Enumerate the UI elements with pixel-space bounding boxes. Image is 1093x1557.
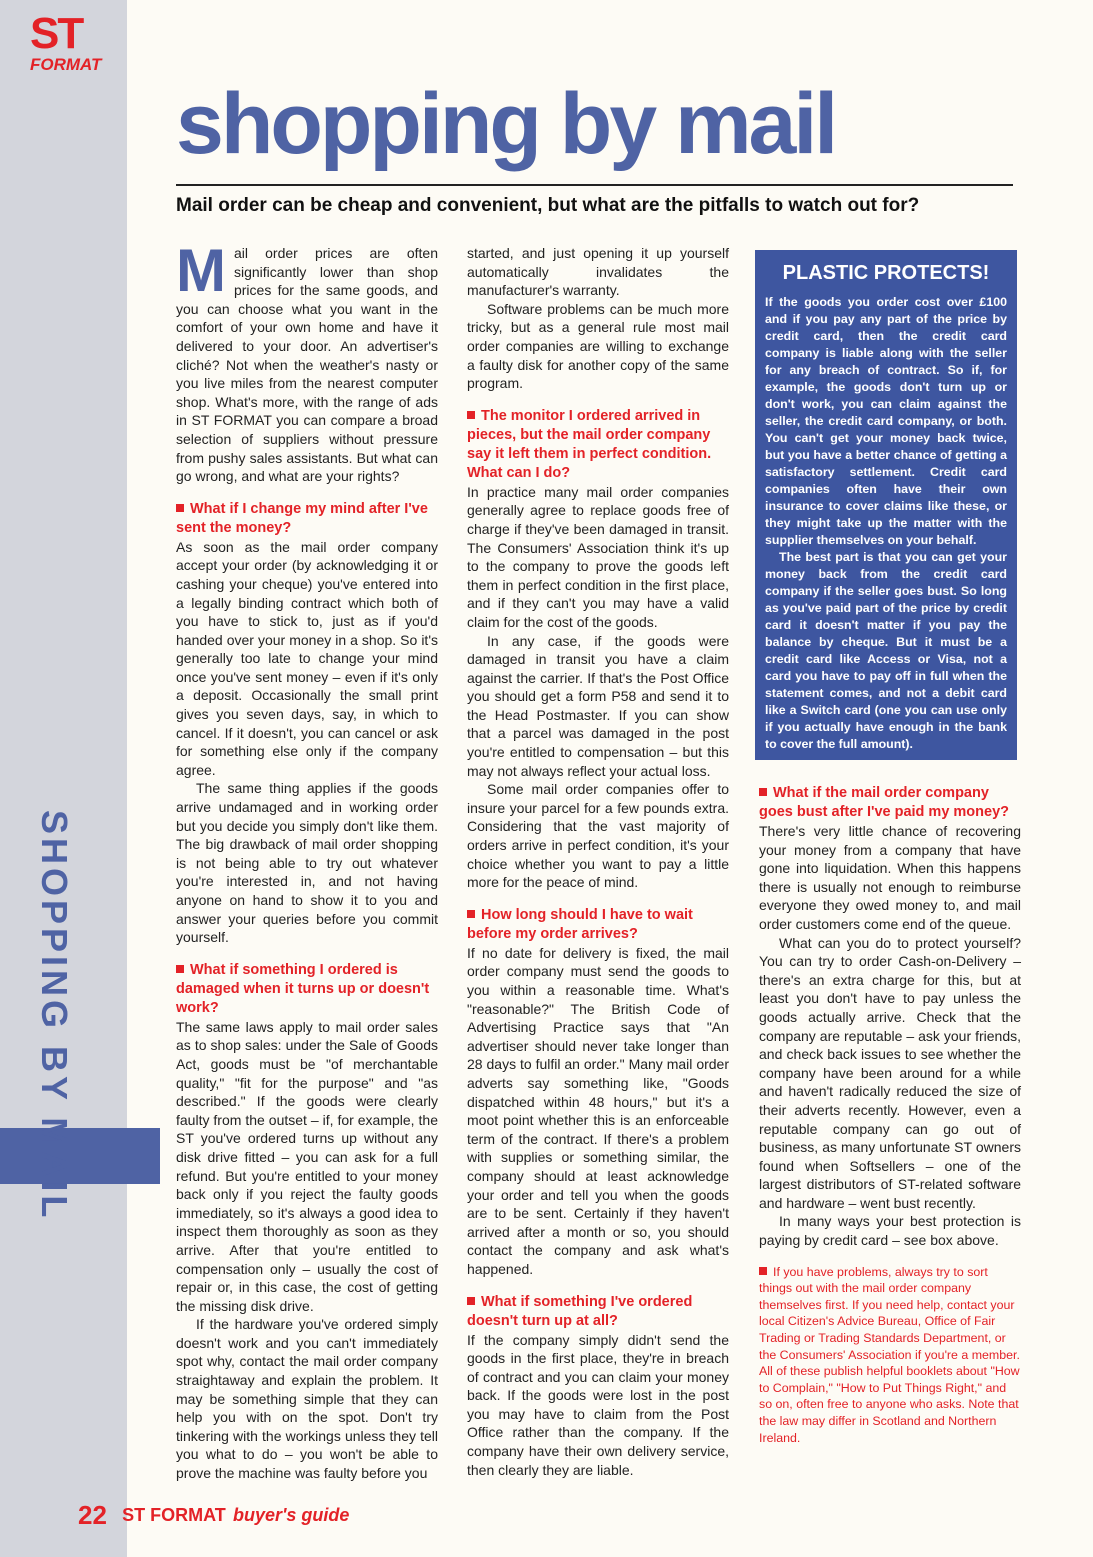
paragraph: What can you do to protect yourself? You can try to order Cash-on-Delivery – there's an extra charge for this, but at least you don't have to pay unless the goods actually arrive. Check that the company are reputable – ask your friends, and check back issues to see whether the company have been around for a while and haven't radically reduced the size of their adverts recently. However, even a reputable company can go out of business, as many unfortunate ST owners found when Softsellers – one of the largest distributors of ST-related software and hardware – went bust recently. <box>759 934 1021 1211</box>
paragraph: If no date for delivery is fixed, the mail order company must send the goods to you within a reasonable time. What's "reasonable?" The British Code of Advertising Practice says that "An advertiser should never take longer than 28 days to fulfil an order." Many mail order adverts say something like, "Goods dispatched within 48 hours," but it's a moot point whether this is an enforceable term of the contract. If there's a problem with supplies or something similar, the company should at least acknowledge your order and tell you when the goods are to be sent. Certainly if they haven't arrived after a month or so, you should contact the company and ask what's happened. <box>467 944 729 1277</box>
column-3 <box>759 784 1021 1446</box>
subheading-not-arrived: What if something I've ordered doesn't turn up at all? <box>467 1293 693 1329</box>
paragraph: In any case, if the goods were damaged in transit you have a claim against the carrier. If that's the Post Office you should get a form P58 and send it to the Head Postmaster. If you can show that a parcel was damaged in the post you're entitled to compensation – but this may not always reflect your actual loss. <box>467 632 729 779</box>
side-strip <box>0 0 127 1557</box>
paragraph: Some mail order companies offer to insure your parcel for a few pounds extra. Considering that the vast majority of orders arrive in perfect condition, it's your choice whether you want to pay a little more for the peace of mind. <box>467 781 729 891</box>
paragraph: In many ways your best protection is paying by credit card – see box above. <box>759 1213 1021 1249</box>
page-number: 22 <box>78 1500 107 1530</box>
paragraph: Software problems can be much more tricky, but as a general rule most mail order companies are willing to exchange a faulty disk for another copy of the same program. <box>467 300 729 392</box>
paragraph: The same thing applies if the goods arrive undamaged and in working order but you decide you simply don't like them. The big drawback of mail order shopping is not being able to try out whatever you're interested in, and not having anyone on hand to show it to you and answer your queries before you commit yourself. <box>176 780 438 946</box>
box-paragraph: The best part is that you can get your money back from the credit card company if the seller goes bust. So long as you've paid part of the price by credit card it doesn't matter if you pay the balance by cheque. But it must be a credit card like Access or Visa, not a card you have to pay off in full when the statement comes, and not a debit card like a Switch card (one you can use only if you actually have enough in the bank to cover the full amount). <box>765 550 1007 751</box>
publication-name: ST FORMAT <box>122 1505 226 1525</box>
plastic-protects-box <box>755 250 1017 760</box>
intro-paragraph: Mail order prices are often significantly lower than shop prices for the same goods, and you can choose what you want in the comfort of your own home and have it delivered to your door. An advertiser's cliché? Not when the weather's nasty or you live miles from the nearest computer shop. What's more, with the range of ads in ST FORMAT you can compare a broad selection of suppliers without pressure from pushy sales assistants. But what can go wrong, and what are your rights? <box>176 237 438 485</box>
bullet-square-icon <box>176 504 184 512</box>
help-note: If you have problems, always try to sort things out with the mail order company themselves first. If you need help, contact your local Citizen's Advice Bureau, Office of Fair Trading or Trading Standards Department, or the Consumers' Association if you're a member. All of these publish helpful booklets about "How to Complain," "How to Put Things Right," and so on, often free to anyone who asks. Note that the law may differ in Scotland and Northern Ireland. <box>759 1264 1020 1445</box>
title-rule <box>176 184 1013 186</box>
bullet-square-icon <box>759 788 767 796</box>
box-title: PLASTIC PROTECTS! <box>782 262 990 284</box>
box-paragraph: If the goods you order cost over £100 and if you pay any part of the price by credit card, then the credit card company is liable along with the seller for any breach of contract. So if, for example, the goods don't turn up or don't work, you can claim against the seller, the credit card company, or both. You can't get your money back twice, but you have a better chance of getting a satisfactory settlement. Credit card companies often have their own insurance to cover claims like these, or they might take up the matter with the supplier themselves on your behalf. <box>765 295 1007 547</box>
drop-cap: M <box>176 237 226 304</box>
bullet-square-icon <box>467 1297 475 1305</box>
paragraph: In practice many mail order companies generally agree to replace goods free of charge if they've been damaged in transit. The Consumers' Association think it's up to the company to prove the goods left them in perfect condition in the first place, and if they can't you may have a valid claim for the cost of the goods. <box>467 483 729 630</box>
page-footer <box>78 1500 349 1531</box>
paragraph: The same laws apply to mail order sales as to shop sales: under the Sale of Goods Act, goods must be "of merchantable quality," "fit for the purpose" and "as described." If the goods were clearly faulty from the outset – if, for example, the ST you've ordered turns up without any disk drive fitted – you can ask for a full refund. But you're entitled to your money back only if you reject the faulty goods immediately, so it's always a good idea to inspect them thoroughly as soon as they arrive. After that you're entitled to compensation only – usually the cost of repair or, in this case, the cost of getting the missing disk drive. <box>176 1018 438 1314</box>
bullet-square-icon <box>176 965 184 973</box>
bullet-square-icon <box>759 1267 767 1275</box>
bullet-square-icon <box>467 910 475 918</box>
paragraph: If the company simply didn't send the goods in the first place, they're in breach of contract and you can claim your money back. If the goods were lost in the post you may have to claim from the Post Office rather than the company. If the company have their own delivery service, then clearly they are liable. <box>467 1331 729 1478</box>
page-title: shopping by mail <box>176 76 836 172</box>
subheading-damaged: What if something I ordered is damaged when it turns up or doesn't work? <box>176 961 430 1016</box>
paragraph: started, and just opening it up yourself automatically invalidates the manufacturer's warranty. <box>467 245 729 299</box>
paragraph: If the hardware you've ordered simply doesn't work and you can't immediately spot why, contact the mail order company straightaway and explain the problem. It may be something simple that they can help you with on the spot. Don't try tinkering with the workings unless they tell you what to do – you won't be able to prove the machine was faulty before you <box>176 1316 438 1482</box>
column-2 <box>467 244 729 1479</box>
paragraph: There's very little chance of recovering your money from a company that have gone into liquidation. When this happens there is usually not enough to reimburse everyone they owed money to, and mail order customers come end of the queue. <box>759 823 1021 932</box>
subheading-monitor: The monitor I ordered arrived in pieces, but the mail order company say it left them in perfect condition. What can I do? <box>467 407 712 481</box>
standfirst: Mail order can be cheap and convenient, but what are the pitfalls to watch out for? <box>176 195 920 216</box>
column-1 <box>176 237 438 1483</box>
paragraph: As soon as the mail order company accept your order (by acknowledging it or cashing your cheque) you've entered into a legally binding contract which both of you have to stick to, just as if you'd handed over your money in a shop. So it's generally too late to change your mind once you've sent money – even if it's only a deposit. Occasionally the small print gives you seven days, say, in which to cancel. If it doesn't, you can cancel or ask for something else only if the company agree. <box>176 538 438 778</box>
side-title: SHOPPING BY MAIL <box>34 810 75 1222</box>
subheading-goes-bust: What if the mail order company goes bust after I've paid my money? <box>759 785 1010 820</box>
section-name: buyer's guide <box>233 1505 350 1525</box>
masthead-logo-st: ST <box>30 9 83 58</box>
masthead-logo-format: FORMAT <box>30 55 102 74</box>
side-strip-tab <box>0 1128 160 1184</box>
subheading-how-long: How long should I have to wait before my order arrives? <box>467 906 693 942</box>
bullet-square-icon <box>467 411 475 419</box>
subheading-change-mind: What if I change my mind after I've sent the money? <box>176 500 428 536</box>
